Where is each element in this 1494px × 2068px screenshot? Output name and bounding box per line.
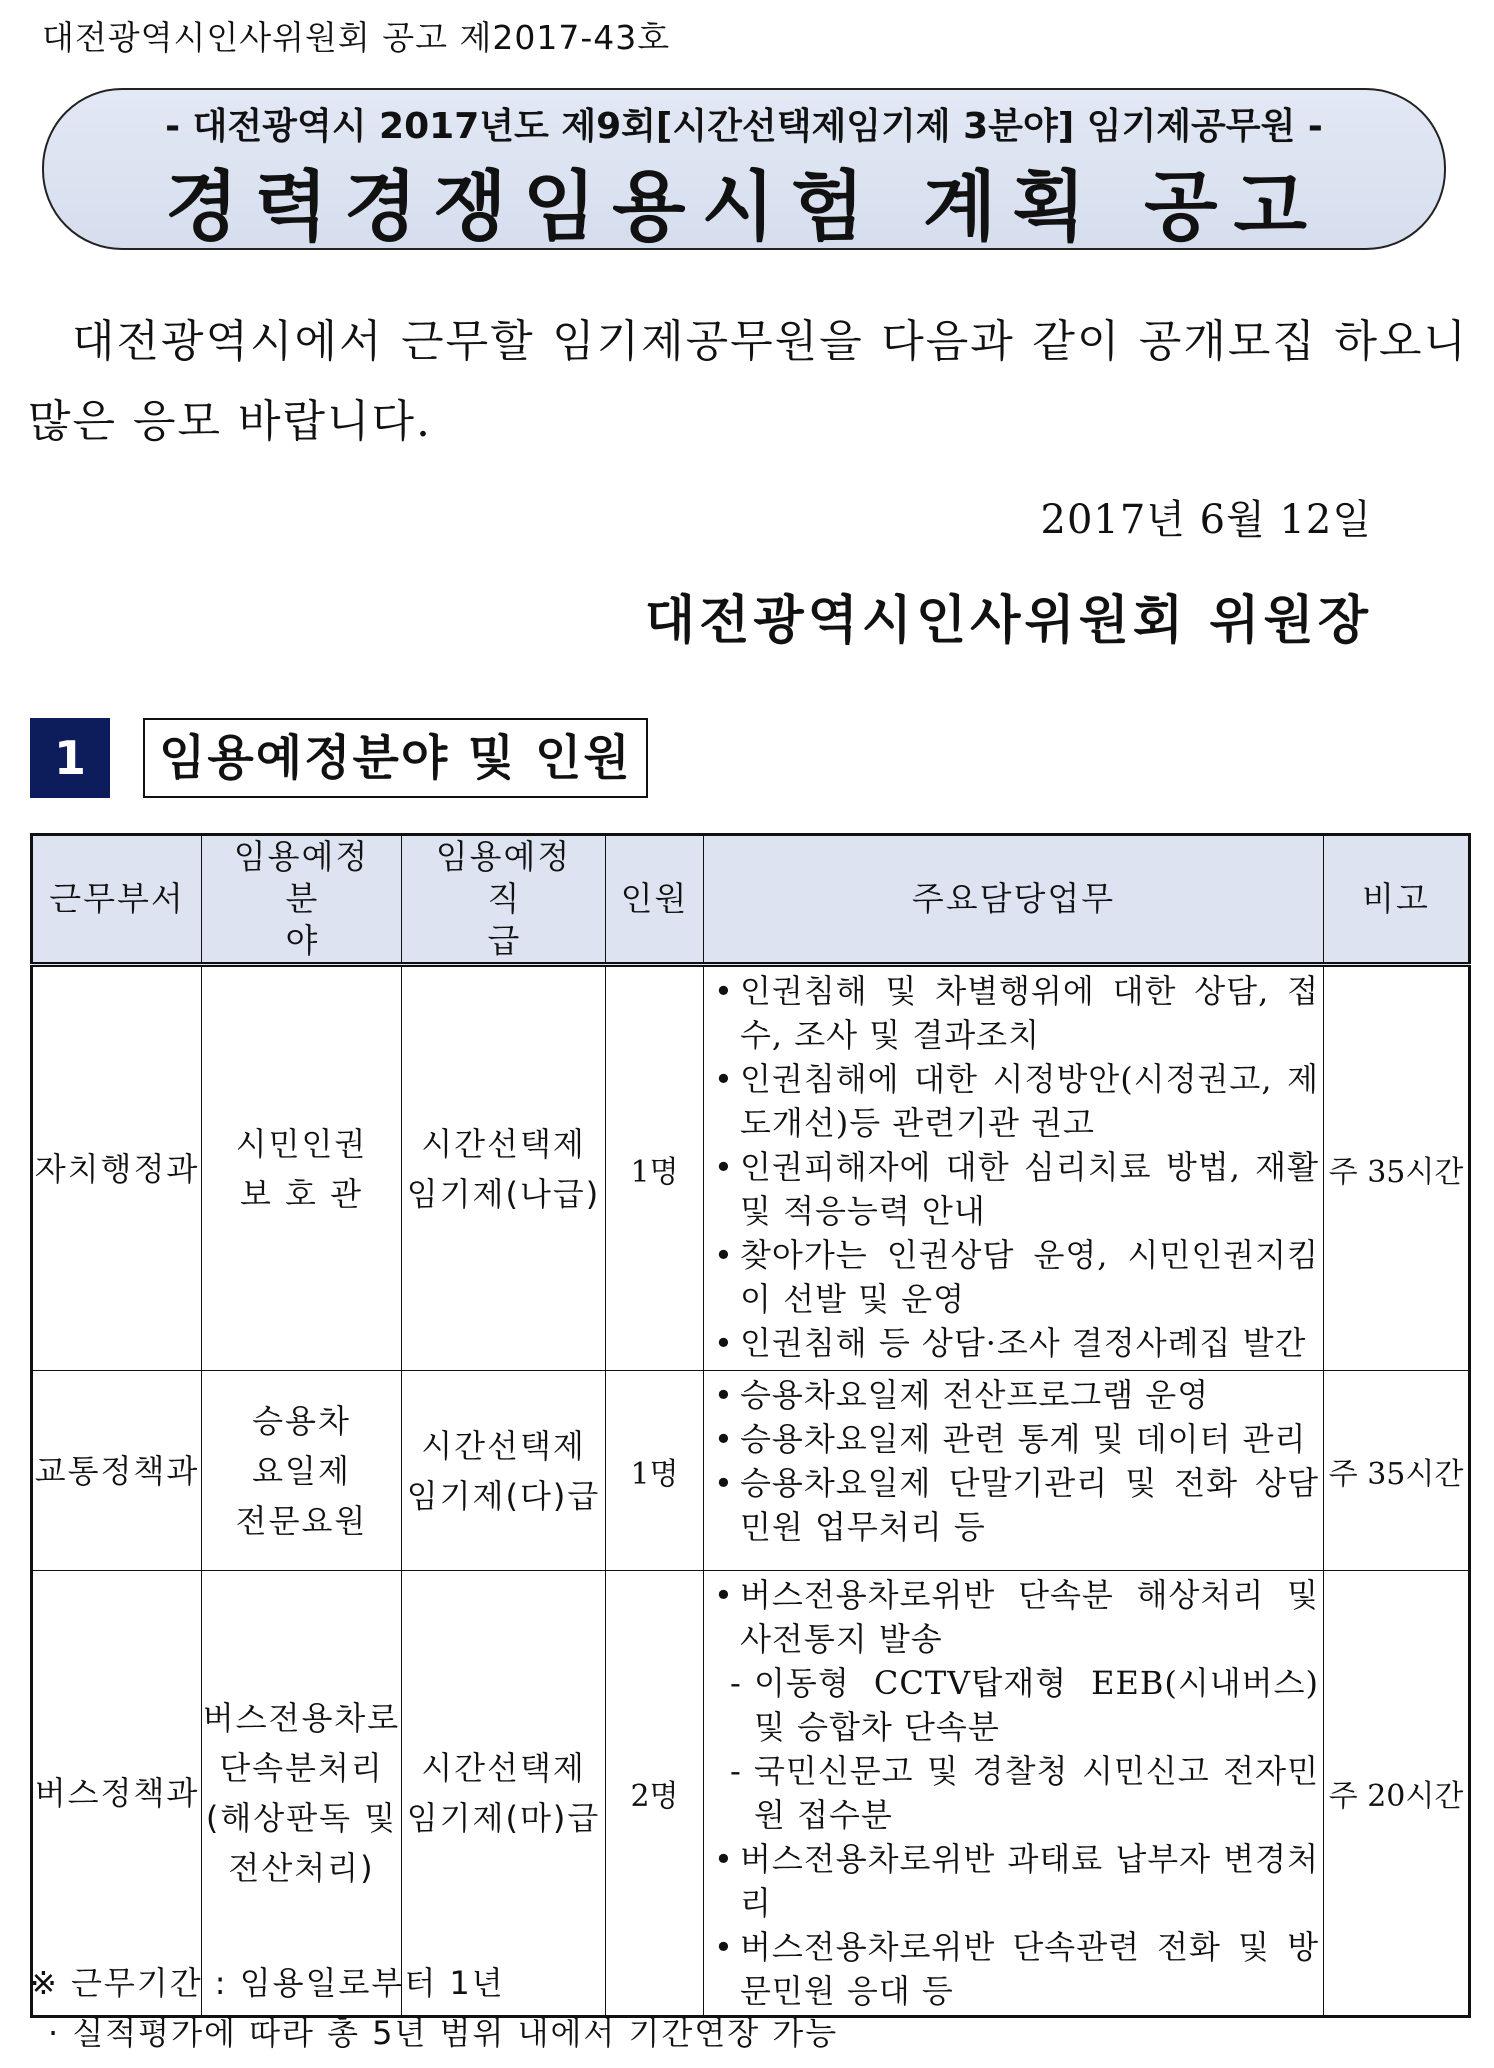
cell-field-line: 전산처리): [228, 1849, 375, 1887]
duty-item: [710, 1145, 1319, 1233]
cell-field: [202, 1571, 402, 2017]
footnote-sub: · 실적평가에 따라 총 5년 범위 내에서 기간연장 가능: [48, 2014, 839, 2052]
cell-field-line: 시민인권: [235, 1124, 368, 1163]
cell-grade-line: 시간선택제: [421, 1749, 586, 1787]
duty-text: 버스전용차로위반 단속관련 전화 및 방문민원 응대 등: [740, 1928, 1319, 2010]
header-grade-line2: 직 급: [487, 879, 560, 960]
cell-field-line: 요일제: [252, 1451, 351, 1490]
duty-item: [710, 1321, 1319, 1365]
header-field-line1: 임용예정: [233, 837, 370, 876]
section-title: 임용예정분야 및 인원: [143, 718, 648, 798]
dash-marker: -: [730, 1752, 742, 1790]
header-grade: [402, 835, 606, 965]
duty-text: 인권피해자에 대한 심리치료 방법, 재활 및 적응능력 안내: [740, 1148, 1319, 1230]
duty-item: [710, 969, 1319, 1057]
issuer: 대전광역시인사위원회 위원장: [644, 590, 1372, 651]
cell-field-line: (해상판독 및: [205, 1799, 398, 1837]
header-note: 비고: [1324, 835, 1470, 965]
bullet-marker: •: [714, 1576, 734, 1614]
duty-text: 버스전용차로위반 과태료 납부자 변경처리: [740, 1840, 1319, 1922]
positions-table: [30, 833, 1471, 2018]
cell-note: 주 20시간: [1324, 1571, 1470, 2017]
bullet-marker: •: [714, 1060, 734, 1098]
bullet-marker: •: [714, 1420, 734, 1458]
duty-item: [710, 1661, 1319, 1749]
cell-field: [202, 1371, 402, 1571]
intro-paragraph: 대전광역시에서 근무할 임기제공무원을 다음과 같이 공개모집 하오니 많은 응모 바랍니다.: [28, 316, 1468, 447]
header-department: 근무부서: [32, 835, 202, 965]
cell-count: 1명: [606, 1371, 704, 1571]
duty-item: [710, 1573, 1319, 1661]
bullet-marker: •: [714, 1840, 734, 1878]
section-number-badge: 1: [30, 718, 110, 798]
bullet-marker: •: [714, 1148, 734, 1186]
bullet-marker: •: [714, 1464, 734, 1502]
bullet-marker: •: [714, 972, 734, 1010]
duty-item: [710, 1749, 1319, 1837]
table-row: [32, 1571, 1470, 2017]
cell-duties: [704, 965, 1324, 1371]
title-banner: [42, 88, 1446, 250]
duty-text: 인권침해 등 상담·조사 결정사례집 발간: [740, 1324, 1307, 1362]
page-title: 경력경쟁임용시험 계획 공고: [165, 162, 1323, 251]
cell-duties: [704, 1371, 1324, 1571]
duty-item: [710, 1417, 1319, 1461]
cell-grade-line: 임기제(다)급: [406, 1476, 601, 1515]
duty-text: 승용차요일제 단말기관리 및 전화 상담민원 업무처리 등: [740, 1464, 1319, 1546]
dash-marker: -: [730, 1664, 742, 1702]
cell-grade: [402, 1571, 606, 2017]
duty-text: 인권침해에 대한 시정방안(시정권고, 제도개선)등 관련기관 권고: [740, 1060, 1319, 1142]
header-count: 인원: [606, 835, 704, 965]
cell-note: 주 35시간: [1324, 1371, 1470, 1571]
cell-field-line: 전문요원: [235, 1501, 368, 1540]
cell-field-line: 단속분처리: [219, 1749, 384, 1787]
cell-count: 2명: [606, 1571, 704, 2017]
cell-grade-line: 시간선택제: [421, 1426, 586, 1465]
cell-department: 자치행정과: [32, 965, 202, 1371]
bullet-marker: •: [714, 1324, 734, 1362]
cell-field-line: 보 호 관: [239, 1174, 364, 1213]
table-header-row: [32, 835, 1470, 965]
cell-department: 버스정책과: [32, 1571, 202, 2017]
duty-text: 찾아가는 인권상담 운영, 시민인권지킴이 선발 및 운영: [740, 1236, 1319, 1318]
notice-date: 2017년 6월 12일: [1040, 497, 1372, 543]
duty-item: [710, 1057, 1319, 1145]
cell-grade-line: 임기제(마)급: [406, 1799, 601, 1837]
duty-text: 이동형 CCTV탑재형 EEB(시내버스) 및 승합차 단속분: [754, 1664, 1319, 1746]
duty-text: 국민신문고 및 경찰청 시민신고 전자민원 접수분: [754, 1752, 1319, 1834]
cell-grade: [402, 1371, 606, 1571]
table-row: [32, 965, 1470, 1371]
duty-text: 인권침해 및 차별행위에 대한 상담, 접수, 조사 및 결과조치: [740, 972, 1319, 1054]
header-grade-line1: 임용예정: [435, 837, 572, 876]
title-subtitle: - 대전광역시 2017년도 제9회[시간선택제임기제 3분야] 임기제공무원 -: [165, 106, 1323, 147]
table-row: [32, 1371, 1470, 1571]
header-duties: 주요담당업무: [704, 835, 1324, 965]
cell-note: 주 35시간: [1324, 965, 1470, 1371]
duty-text: 버스전용차로위반 단속분 해상처리 및 사전통지 발송: [740, 1576, 1319, 1658]
duty-item: [710, 1837, 1319, 1925]
header-field-line2: 분 야: [285, 879, 358, 960]
bullet-marker: •: [714, 1928, 734, 1966]
duty-text: 승용차요일제 전산프로그램 운영: [740, 1376, 1210, 1414]
cell-field-line: 버스전용차로: [202, 1699, 401, 1737]
cell-grade-line: 시간선택제: [421, 1124, 586, 1163]
header-field: [202, 835, 402, 965]
cell-field-line: 승용차: [252, 1401, 351, 1440]
bullet-marker: •: [714, 1236, 734, 1274]
duty-item: [710, 1925, 1319, 2013]
duty-item: [710, 1461, 1319, 1549]
bullet-marker: •: [714, 1376, 734, 1414]
duty-item: [710, 1373, 1319, 1417]
cell-field: [202, 965, 402, 1371]
cell-grade: [402, 965, 606, 1371]
duty-text: 승용차요일제 관련 통계 및 데이터 관리: [740, 1420, 1307, 1458]
cell-count: 1명: [606, 965, 704, 1371]
cell-duties: [704, 1571, 1324, 2017]
duty-item: [710, 1233, 1319, 1321]
cell-grade-line: 임기제(나급): [406, 1174, 601, 1213]
footnote: ※ 근무기간 : 임용일로부터 1년: [30, 1964, 505, 2002]
notice-number: 대전광역시인사위원회 공고 제2017-43호: [42, 18, 671, 57]
cell-department: 교통정책과: [32, 1371, 202, 1571]
